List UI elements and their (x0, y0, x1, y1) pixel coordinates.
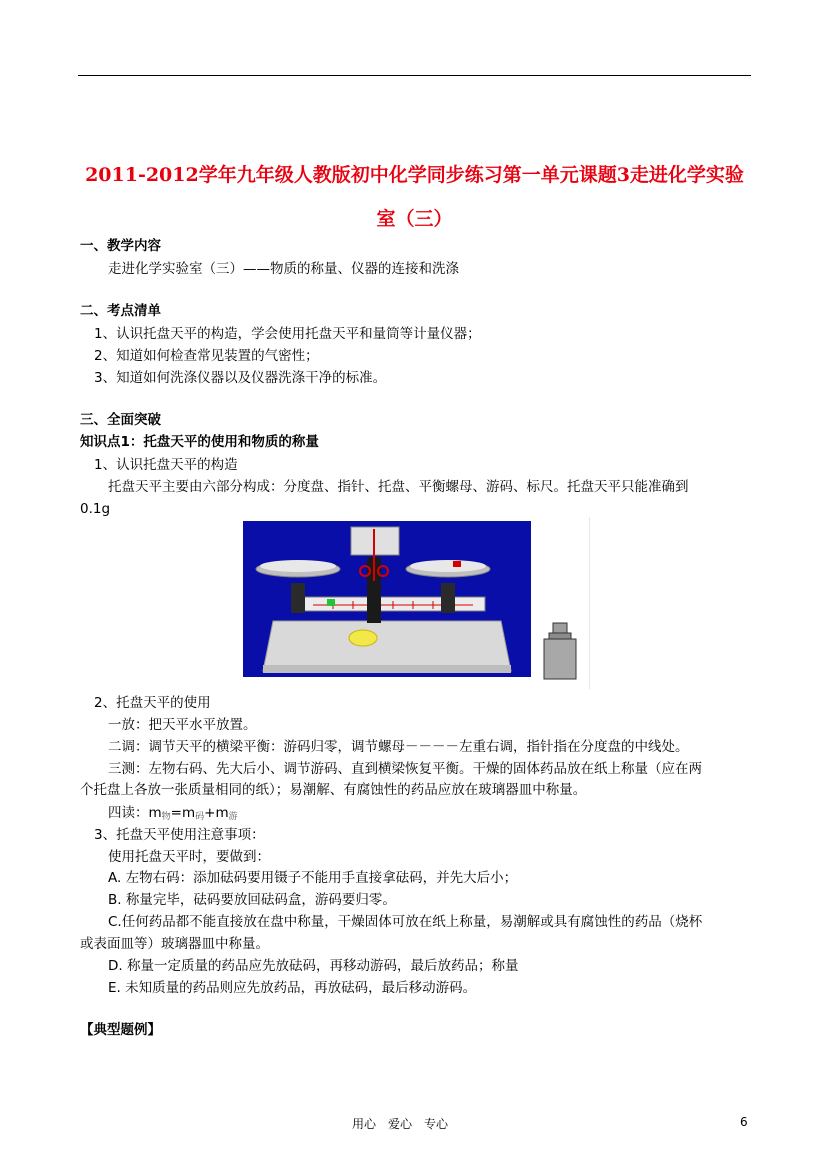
use-step-2: 二调：调节天平的横梁平衡：游码归零，调节螺母－－－－左重右调，指针指在分度盘的中线处。 (108, 739, 689, 755)
knowledge-1-sub-3: 3、托盘天平使用注意事项： (94, 827, 265, 843)
section-3-heading: 三、全面突破 (80, 412, 161, 428)
note-d: D. 称量一定质量的药品应先放砝码，再移动游码，最后放药品；称量 (108, 958, 519, 974)
formula-eq: =m (170, 805, 196, 821)
use-step-3a: 三测：左物右码、先大后小、调节游码、直到横梁恢复平衡。干燥的固体药品放在纸上称量（应在两 (108, 761, 702, 777)
note-a: A. 左物右码：添加砝码要用镊子不能用手直接拿砝码，并先大后小； (108, 870, 518, 886)
doc-title-line1: 2011-2012学年九年级人教版初中化学同步练习第一单元课题3走进化学实验 (85, 164, 744, 186)
formula-sub-rider: 游 (228, 812, 238, 822)
knowledge-1-sub-2: 2、托盘天平的使用 (94, 695, 211, 711)
section-2-item-3: 3、知道如何洗涤仪器以及仪器洗涤干净的标准。 (94, 370, 387, 386)
section-1-body: 走进化学实验室（三）——物质的称量、仪器的连接和洗涤 (108, 261, 459, 277)
use-step-3b: 个托盘上各放一张质量相同的纸）；易潮解、有腐蚀性的药品应放在玻璃器皿中称量。 (80, 782, 587, 798)
knowledge-1-heading: 知识点1：托盘天平的使用和物质的称量 (80, 434, 319, 450)
section-2-item-2: 2、知道如何检查常见装置的气密性； (94, 348, 319, 364)
doc-title-line2: 室（三） (376, 208, 453, 230)
section-2-item-1: 1、认识托盘天平的构造，学会使用托盘天平和量筒等计量仪器； (94, 326, 481, 342)
figure-divider (589, 517, 590, 689)
note-intro: 使用托盘天平时，要做到： (108, 849, 270, 865)
formula-sub-weight: 码 (195, 812, 205, 822)
page-number: 6 (740, 1115, 748, 1129)
note-b: B. 称量完毕，砝码要放回砝码盒，游码要归零。 (108, 892, 396, 908)
formula-sub-object: 物 (161, 812, 171, 822)
use-step-4 (108, 804, 238, 826)
use-step-1: 一放：把天平水平放置。 (108, 717, 257, 733)
formula-label: 四读：m (108, 805, 162, 821)
header-rule (78, 75, 751, 76)
section-1-heading: 一、教学内容 (80, 238, 161, 254)
balance-structure-text-a: 托盘天平主要由六部分构成：分度盘、指针、托盘、平衡螺母、游码、标尺。托盘天平只能准确到 (108, 479, 689, 495)
formula-plus: +m (204, 805, 229, 821)
section-2-heading: 二、考点清单 (80, 303, 161, 319)
note-c2: 或表面皿等）玻璃器皿中称量。 (80, 936, 269, 952)
footer-motto: 用心 爱心 专心 (352, 1117, 449, 1131)
weight-icon (541, 621, 579, 681)
note-c1: C.任何药品都不能直接放在盘中称量，干燥固体可放在纸上称量，易潮解或具有腐蚀性的药品（烧杯 (108, 914, 703, 930)
knowledge-1-sub-1: 1、认识托盘天平的构造 (94, 457, 238, 473)
example-heading: 【典型题例】 (80, 1022, 161, 1038)
balance-figure (243, 521, 531, 677)
balance-structure-text-b: 0.1g (80, 501, 111, 517)
note-e: E. 未知质量的药品则应先放药品，再放砝码，最后移动游码。 (108, 980, 477, 996)
